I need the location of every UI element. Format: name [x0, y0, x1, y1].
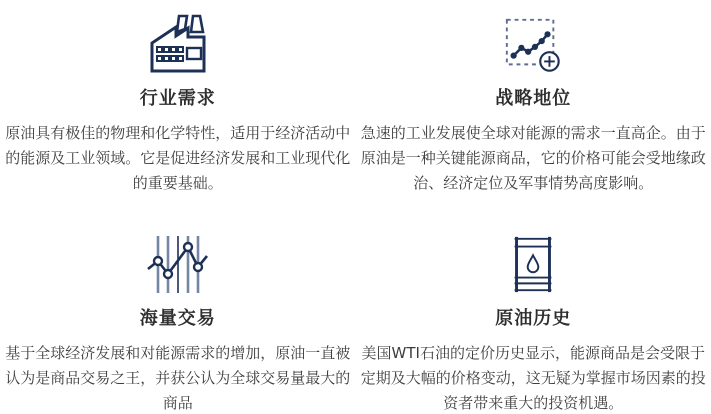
card-body: 原油具有极佳的物理和化学特性，适用于经济活动中的能源及工业领域。它是促进经济发展和工业现代化的重要基础。 — [5, 124, 351, 192]
factory-icon — [2, 12, 354, 76]
feature-card-industry-demand — [0, 12, 356, 196]
feature-card-massive-trading — [0, 232, 356, 414]
card-title: 战略地位 — [495, 88, 572, 109]
card-title: 行业需求 — [139, 88, 216, 109]
card-body: 美国WTI石油的定价历史显示，能源商品是会受限于定期及大幅的价格变动，这无疑为掌握市场因素的投资者带来重大的投资机遇。 — [360, 344, 706, 412]
card-body: 基于全球经济发展和对能源需求的增加，原油一直被认为是商品交易之王，并获公认为全球交易量最大的商品 — [5, 344, 351, 412]
card-title: 原油历史 — [495, 308, 572, 329]
feature-card-strategic-position — [356, 12, 711, 196]
trend-chart-magnifier-icon — [358, 12, 710, 76]
oil-barrel-icon — [358, 232, 710, 296]
card-body: 急速的工业发展使全球对能源的需求一直高企。由于原油是一种关键能源商品，它的价格可能会受地缘政治、经济定位及军事情势高度影响。 — [360, 124, 706, 192]
card-title: 海量交易 — [139, 308, 216, 329]
feature-card-crude-oil-history — [356, 232, 711, 414]
volume-zigzag-chart-icon — [2, 232, 354, 296]
